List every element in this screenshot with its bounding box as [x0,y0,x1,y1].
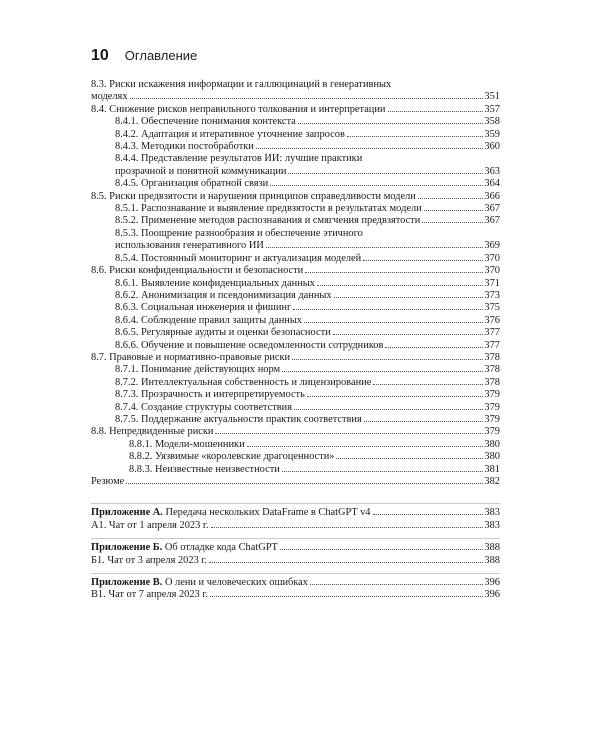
toc-entry[interactable] [91,79,500,104]
toc-entry[interactable] [91,426,500,438]
running-title: Оглавление [124,48,198,63]
page-ref: 370 [484,252,500,264]
toc-entry[interactable] [91,414,500,426]
page-ref: 396 [484,589,500,601]
page-ref: 388 [484,542,500,554]
entry-title: 8.6. Риски конфиденциальности и безопасности [91,265,304,277]
page-ref: 359 [484,128,500,140]
toc-entry[interactable] [91,228,500,253]
page-ref: 364 [484,178,500,190]
entry-title: Приложение Б. Об отладке кода ChatGPT [91,542,278,554]
leader-dots [304,322,483,323]
entry-title: Приложение А. Передача нескольких DataFrame в ChatGPT v4 [91,507,371,519]
page-ref: 379 [484,426,500,438]
page-ref: 378 [484,376,500,388]
entry-title: 8.7.5. Поддержание актуальности практик соответствия [115,413,362,425]
entry-title: 8.4. Снижение рисков неправильного толкования и интерпретации [91,103,386,115]
page-ref: 357 [484,103,500,115]
leader-dots [266,247,484,248]
entry-title: 8.4.2. Адаптация и итеративное уточнение запросов [115,128,345,140]
entry-title: 8.7.3. Прозрачность и интерпретируемость [115,389,305,401]
page-ref: 358 [484,116,500,128]
toc-entry-appendix[interactable] [91,507,500,519]
toc-entry[interactable] [91,377,500,389]
leader-dots [298,123,484,124]
toc-entry[interactable] [91,178,500,190]
entry-title: моделях [91,91,128,103]
entry-title: 8.4.1. Обеспечение понимания контекста [115,116,296,128]
appendix-label: Приложение В. [91,577,163,589]
toc-entry[interactable] [91,153,500,178]
toc-entry[interactable] [91,464,500,476]
leader-dots [282,471,484,472]
leader-dots [282,371,483,372]
entry-title: 8.3. Риски искажения информации и галлюцинаций в генеративных [91,79,392,90]
entry-title: Резюме [91,476,125,487]
entry-title: 8.8.1. Модели-мошенники [129,438,245,450]
leader-dots [317,285,484,286]
page-ref: 383 [484,507,500,519]
toc-entry[interactable] [91,278,500,290]
appendix-section [91,503,500,532]
leader-dots [373,514,484,515]
entry-title: Приложение В. О лени и человеческих ошибках [91,577,308,589]
leader-dots [388,111,484,112]
toc-entry[interactable] [91,315,500,327]
toc-entry-appendix-chat[interactable] [91,589,500,601]
entry-title: А1. Чат от 1 апреля 2023 г. [91,519,209,531]
leader-dots [336,458,483,459]
leader-dots [373,384,483,385]
page-ref: 360 [484,141,500,153]
leader-dots [293,309,483,310]
entry-title: 8.6.3. Социальная инженерия и фишинг [115,302,292,314]
leader-dots [363,260,483,261]
toc-entry[interactable] [91,476,500,488]
page-ref: 375 [484,302,500,314]
entry-title: 8.6.4. Соблюдение правил защиты данных [115,314,302,326]
page-ref: 373 [484,289,500,301]
leader-dots [305,272,483,273]
page-ref: 369 [484,240,500,252]
page-ref: 363 [484,165,500,177]
leader-dots [333,334,484,335]
toc-entry[interactable] [91,265,500,277]
leader-dots [347,136,484,137]
leader-dots [126,483,483,484]
page-ref: 382 [484,476,500,487]
page-ref: 396 [484,577,500,589]
page-ref: 370 [484,265,500,277]
leader-dots [247,446,484,447]
page-ref: 376 [484,314,500,326]
entry-title: 8.4.3. Методики постобработки [115,141,254,153]
leader-dots [215,433,483,434]
leader-dots [209,562,483,563]
entry-title: 8.6.1. Выявление конфиденциальных данных [115,277,315,289]
leader-dots [130,98,484,99]
entry-title: 8.5. Риски предвзятости и нарушения принципов справедливости модели [91,190,416,202]
leader-dots [294,409,483,410]
page-ref: 378 [484,364,500,376]
leader-dots [210,596,483,597]
table-of-contents [91,79,500,602]
leader-dots [292,359,483,360]
leader-dots [256,148,484,149]
page-ref: 388 [484,554,500,566]
page-ref: 379 [484,401,500,413]
leader-dots [280,549,484,550]
leader-dots [385,347,483,348]
entry-title: 8.7. Правовые и нормативно-правовые риски [91,351,291,363]
toc-entry[interactable] [91,340,500,352]
page-ref: 383 [484,519,500,531]
entry-title: 8.5.2. Применение методов распознавания и смягчения предвзятости [115,215,421,227]
page-ref: 366 [484,190,500,202]
toc-entry[interactable] [91,215,500,227]
leader-dots [334,297,484,298]
page-header [91,47,197,67]
appendix-label: Приложение Б. [91,542,163,554]
leader-dots [211,527,484,528]
page-ref: 377 [484,327,500,339]
entry-title: 8.8. Непредвиденные риски [91,426,214,438]
appendix-section [91,538,500,567]
entry-title: 8.7.2. Интеллектуальная собственность и лицензирование [115,376,372,388]
toc-entry[interactable] [91,141,500,153]
toc-entry[interactable] [91,253,500,265]
entry-title: Б1. Чат от 3 апреля 2023 г. [91,554,208,566]
toc-entry[interactable] [91,104,500,116]
toc-entry-appendix[interactable] [91,577,500,589]
entry-title: 8.5.3. Поощрение разнообразия и обеспечение этичного [115,227,363,239]
leader-dots [424,210,484,211]
toc-entry-appendix[interactable] [91,542,500,554]
entry-title: прозрачной и понятной коммуникации [115,165,287,177]
leader-dots [310,584,483,585]
toc-entry[interactable] [91,116,500,128]
page-number: 10 [91,47,109,64]
toc-entry[interactable] [91,129,500,141]
toc-entry[interactable] [91,327,500,339]
entry-title: 8.7.4. Создание структуры соответствия [115,401,292,413]
entry-title: 8.5.4. Постоянный мониторинг и актуализация моделей [115,252,362,264]
appendix-section [91,573,500,602]
page-ref: 371 [484,277,500,289]
entry-title: 8.8.3. Неизвестные неизвестности [129,463,280,475]
toc-entry[interactable] [91,402,500,414]
leader-dots [307,396,484,397]
entry-title: 8.4.5. Организация обратной связи [115,178,269,190]
entry-title: использования генеративного ИИ [115,240,264,252]
toc-entry[interactable] [91,191,500,203]
leader-dots [288,173,483,174]
page-ref: 380 [484,451,500,463]
toc-entry[interactable] [91,302,500,314]
page-ref: 379 [484,389,500,401]
page-ref: 379 [484,413,500,425]
entry-title: 8.5.1. Распознавание и выявление предвзятости в результатах модели [115,203,422,215]
toc-entry[interactable] [91,364,500,376]
page-ref: 377 [484,339,500,351]
toc-entry[interactable] [91,439,500,451]
toc-entry[interactable] [91,451,500,463]
leader-dots [422,222,483,223]
page-ref: 380 [484,438,500,450]
entry-title: 8.6.6. Обучение и повышение осведомленности сотрудников [115,339,384,351]
entry-title: В1. Чат от 7 апреля 2023 г. [91,589,209,601]
toc-entry[interactable] [91,352,500,364]
page-ref: 378 [484,351,500,363]
page-ref: 367 [484,203,500,215]
toc-entry[interactable] [91,389,500,401]
entry-title: 8.8.2. Уязвимые «королевские драгоценности» [129,451,335,463]
page-ref: 367 [484,215,500,227]
entry-title: 8.6.2. Анонимизация и псевдонимизация данных [115,289,332,301]
leader-dots [364,421,484,422]
toc-entry[interactable] [91,203,500,215]
toc-entry-appendix-chat[interactable] [91,520,500,532]
toc-entry-appendix-chat[interactable] [91,555,500,567]
entry-title: 8.6.5. Регулярные аудиты и оценки безопасности [115,327,331,339]
entry-title: 8.4.4. Представление результатов ИИ: лучшие практики [115,153,363,165]
toc-entry[interactable] [91,290,500,302]
entry-title: 8.7.1. Понимание действующих норм [115,364,281,376]
page-ref: 381 [484,463,500,475]
appendix-label: Приложение А. [91,507,163,519]
page-ref: 351 [484,91,500,103]
leader-dots [270,185,483,186]
leader-dots [418,198,484,199]
